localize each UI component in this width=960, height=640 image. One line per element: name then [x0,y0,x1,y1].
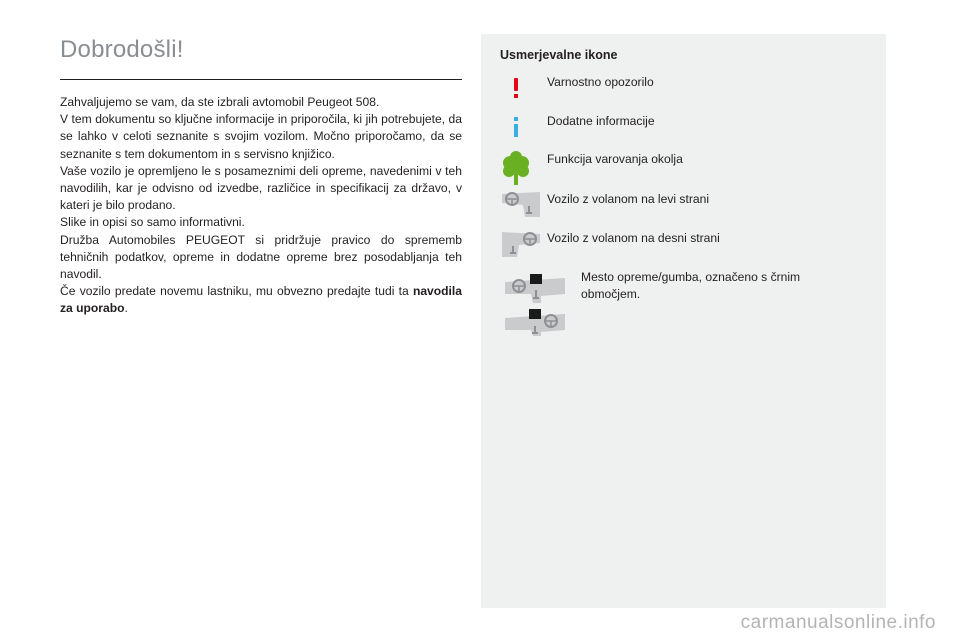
title-divider [60,79,462,80]
manual-emphasis: navodila za uporabo [60,284,462,316]
intro-text-start: Če vozilo predate novemu lastniku, mu obvezno predajte tudi ta [60,284,413,299]
left-hand-drive-icon [501,191,541,224]
page-title: Dobrodošli! [60,36,184,63]
intro-text-end: . [124,301,128,316]
tree-icon [502,151,530,192]
main-column [60,36,462,318]
intro-paragraph: V tem dokumentu so ključne informacije in priporočila, ki jih potrebujete, da se lahko v celoti seznanite s svojim vozilom. Močno priporočamo, da se seznanite s tem dokumentom in s servisno knjižico. [60,112,462,161]
icon-legend-panel [481,34,886,608]
intro-paragraph: Slike in opisi so samo informativni. [60,215,245,230]
intro-paragraph: Zahvaljujemo se vam, da ste izbrali avtomobil Peugeot 508. [60,95,380,109]
legend-label: Vozilo z volanom na levi strani [547,192,710,206]
watermark: carmanualsonline.info [740,612,936,633]
intro-paragraph [60,283,462,317]
legend-label: Varnostno opozorilo [547,75,654,89]
intro-text [60,94,462,318]
legend-label: Mesto opreme/gumba, označeno s črnim območjem. [581,270,801,301]
legend-label: Funkcija varovanja okolja [547,152,683,166]
legend-label: Vozilo z volanom na desni strani [547,231,720,245]
intro-paragraph: Vaše vozilo je opremljeno le s posameznimi deli opreme, navedenimi v teh navodilih, kar je odvisno od izvedbe, različice in specifikacij za državo, v kateri je bilo prodano. [60,163,462,213]
info-icon [511,116,521,143]
black-zone-dashboard-icon [501,272,569,341]
legend-label: Dodatne informacije [547,114,655,128]
intro-paragraph: Družba Automobiles PEUGEOT si pridržuje pravico do sprememb tehničnih podatkov, opreme in dodatne opreme brez posodabljanja teh navodil. [60,232,462,282]
right-hand-drive-icon [501,231,541,264]
exclamation-icon [511,77,521,104]
legend-title: Usmerjevalne ikone [500,48,618,62]
